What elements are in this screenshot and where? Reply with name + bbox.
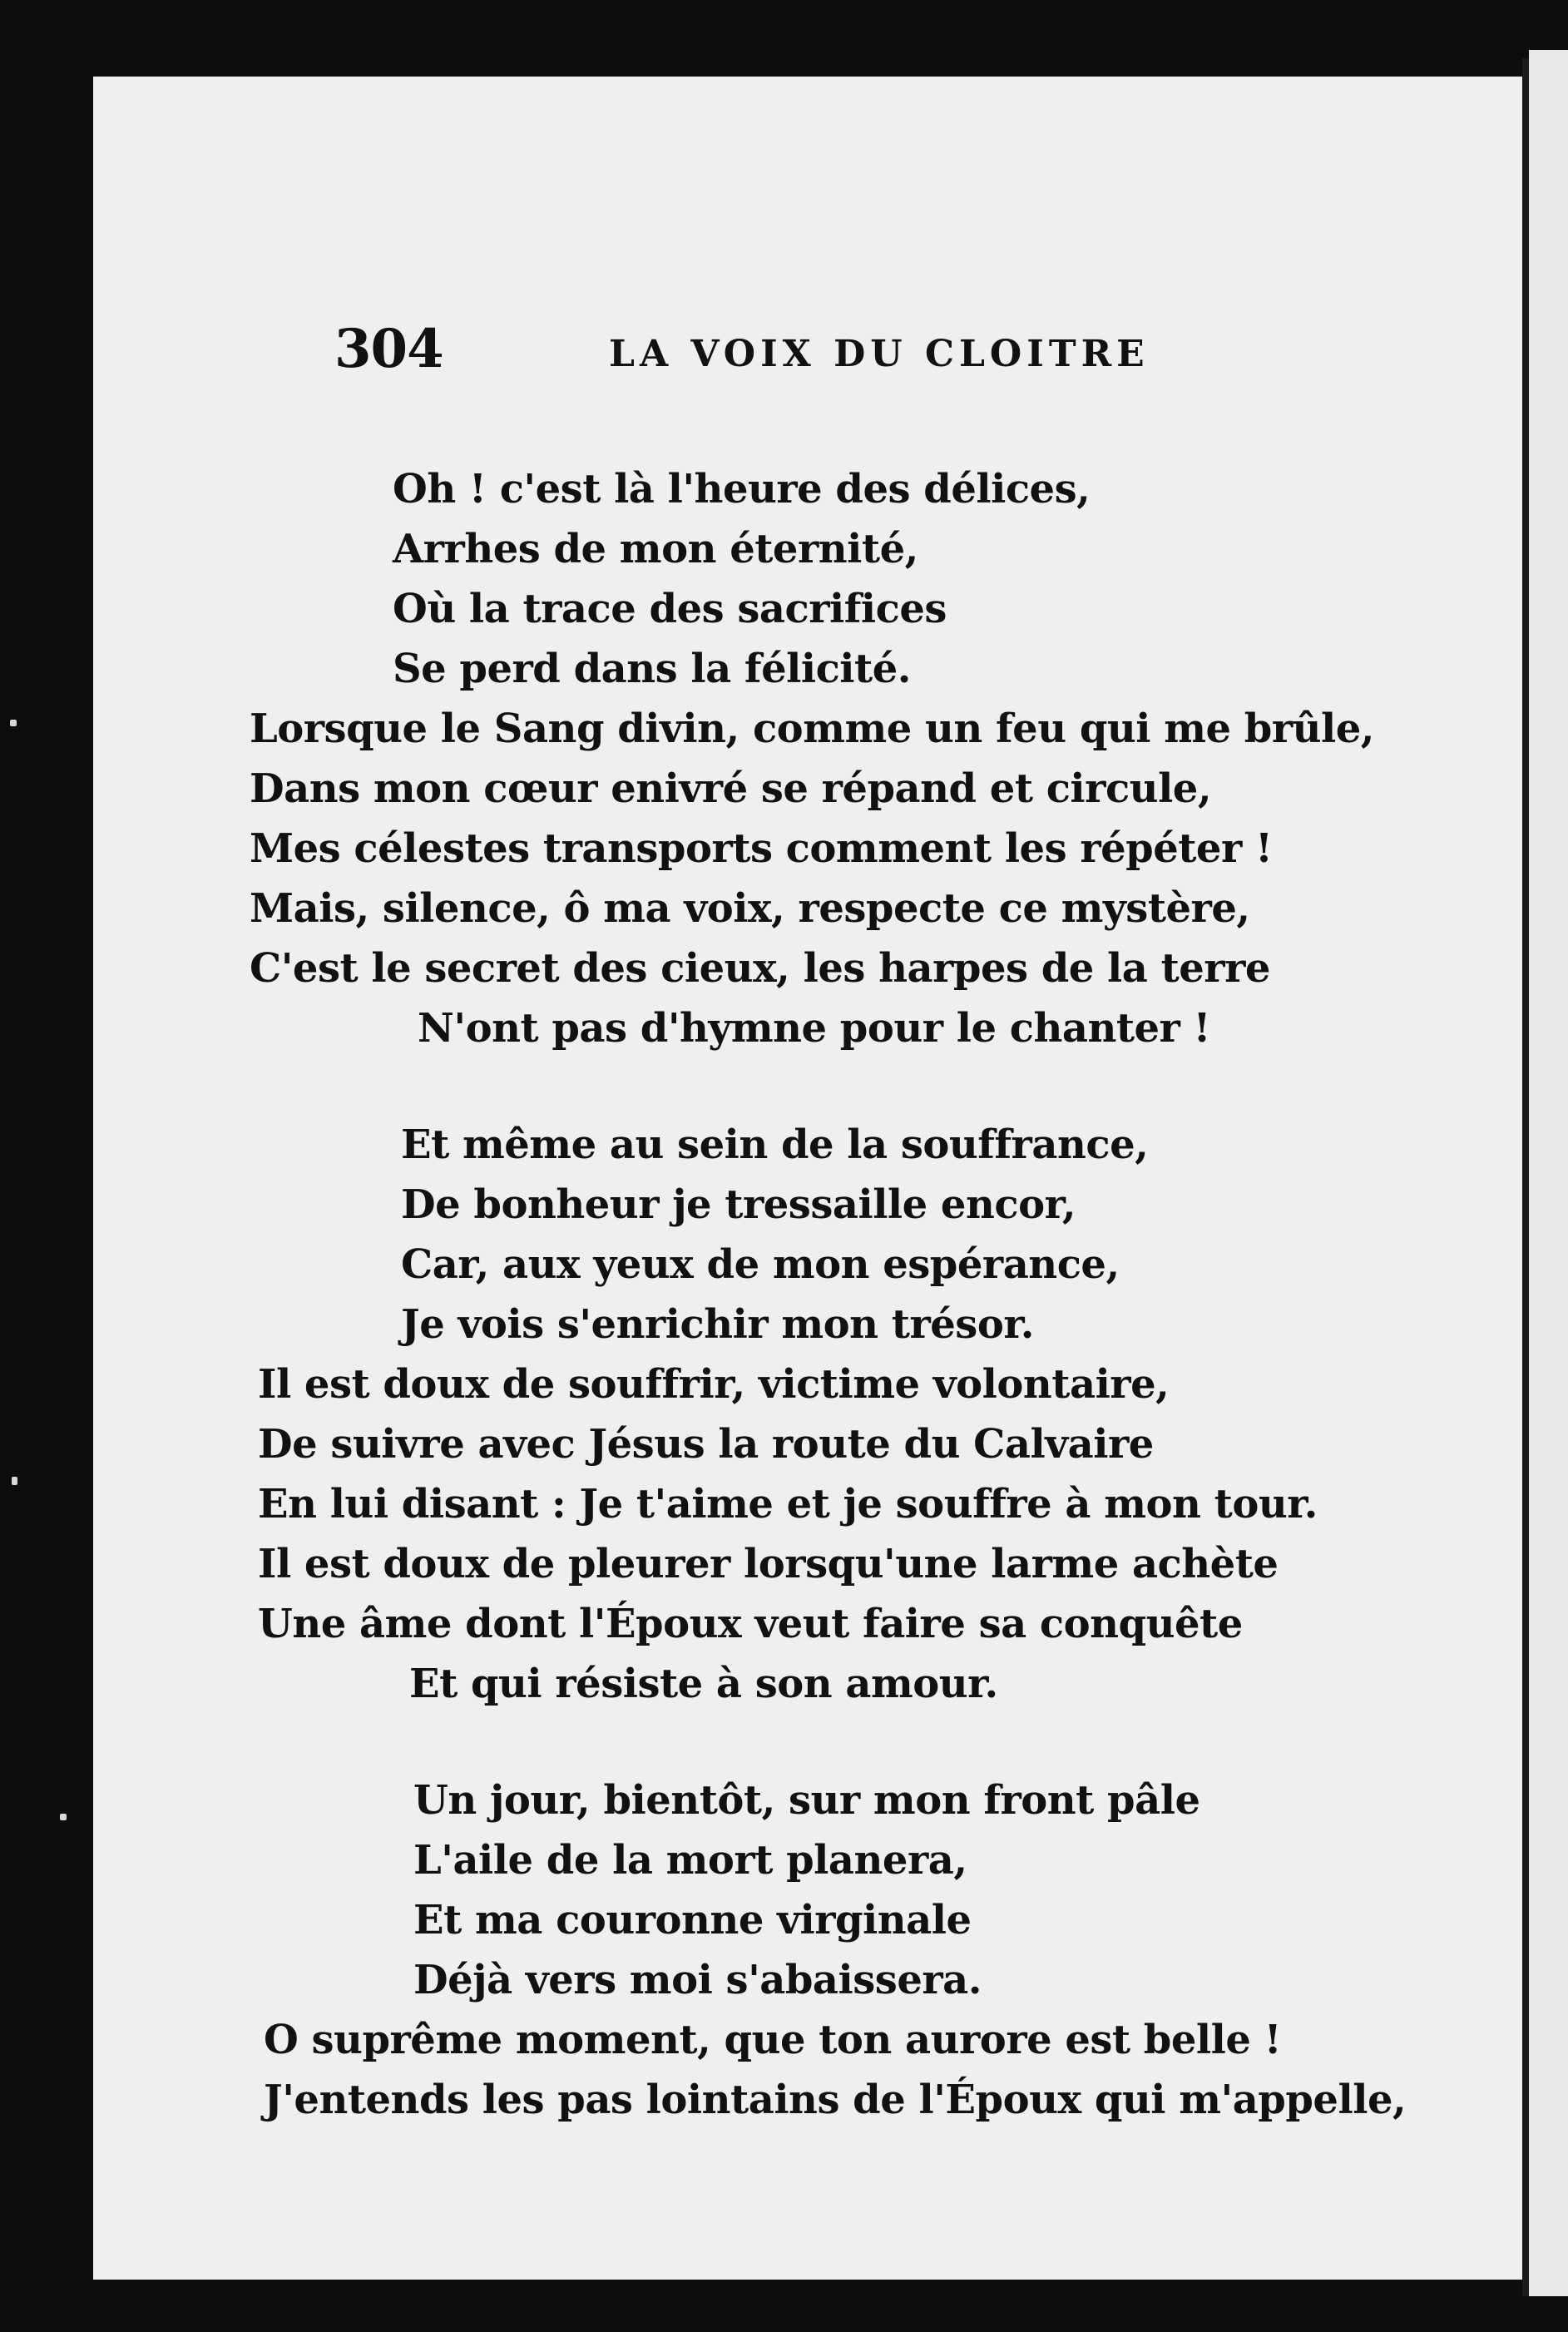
poem-line: Je vois s'enrichir mon trésor. — [401, 1301, 1034, 1348]
poem-line: Il est doux de souffrir, victime volontaire, — [258, 1361, 1170, 1408]
poem-line: N'ont pas d'hymne pour le chanter ! — [418, 1005, 1211, 1052]
poem-line: Et ma couronne virginale — [413, 1897, 972, 1943]
adjacent-page-strip — [1529, 50, 1568, 2296]
poem-line: Et qui résiste à son amour. — [409, 1661, 998, 1707]
poem-line: Dans mon cœur enivré se répand et circule, — [250, 765, 1212, 812]
poem-line: Une âme dont l'Époux veut faire sa conquête — [258, 1601, 1243, 1647]
poem-line: O suprême moment, que ton aurore est belle ! — [264, 2017, 1282, 2063]
poem-line: Car, aux yeux de mon espérance, — [401, 1241, 1120, 1288]
page-number: 304 — [334, 318, 443, 380]
poem-line: C'est le secret des cieux, les harpes de la terre — [250, 945, 1270, 992]
running-title: LA VOIX DU CLOITRE — [609, 333, 1150, 375]
poem-line: Déjà vers moi s'abaissera. — [413, 1957, 982, 2003]
poem-line: Se perd dans la félicité. — [393, 646, 911, 692]
poem-line: Lorsque le Sang divin, comme un feu qui me brûle, — [250, 706, 1375, 752]
poem-line: Et même au sein de la souffrance, — [401, 1121, 1149, 1168]
poem-line: En lui disant : Je t'aime et je souffre à mon tour. — [258, 1481, 1318, 1527]
poem-line: Arrhes de mon éternité, — [393, 526, 918, 572]
book-page — [93, 77, 1522, 2280]
poem-line: J'entends les pas lointains de l'Époux qui m'appelle, — [264, 2077, 1407, 2123]
poem-line: Où la trace des sacrifices — [393, 586, 947, 632]
poem-line: Oh ! c'est là l'heure des délices, — [393, 466, 1091, 512]
poem-line: De bonheur je tressaille encor, — [401, 1181, 1076, 1228]
poem-line: L'aile de la mort planera, — [413, 1837, 967, 1884]
poem-line: Mes célestes transports comment les répéter ! — [250, 825, 1273, 872]
poem-line: Il est doux de pleurer lorsqu'une larme achète — [258, 1541, 1279, 1587]
poem-line: Mais, silence, ô ma voix, respecte ce mystère, — [250, 885, 1250, 932]
poem-line: De suivre avec Jésus la route du Calvaire — [258, 1421, 1154, 1468]
page-header — [93, 318, 1522, 384]
page-fold-edge — [1522, 58, 1529, 2296]
poem-line: Un jour, bientôt, sur mon front pâle — [413, 1777, 1200, 1824]
